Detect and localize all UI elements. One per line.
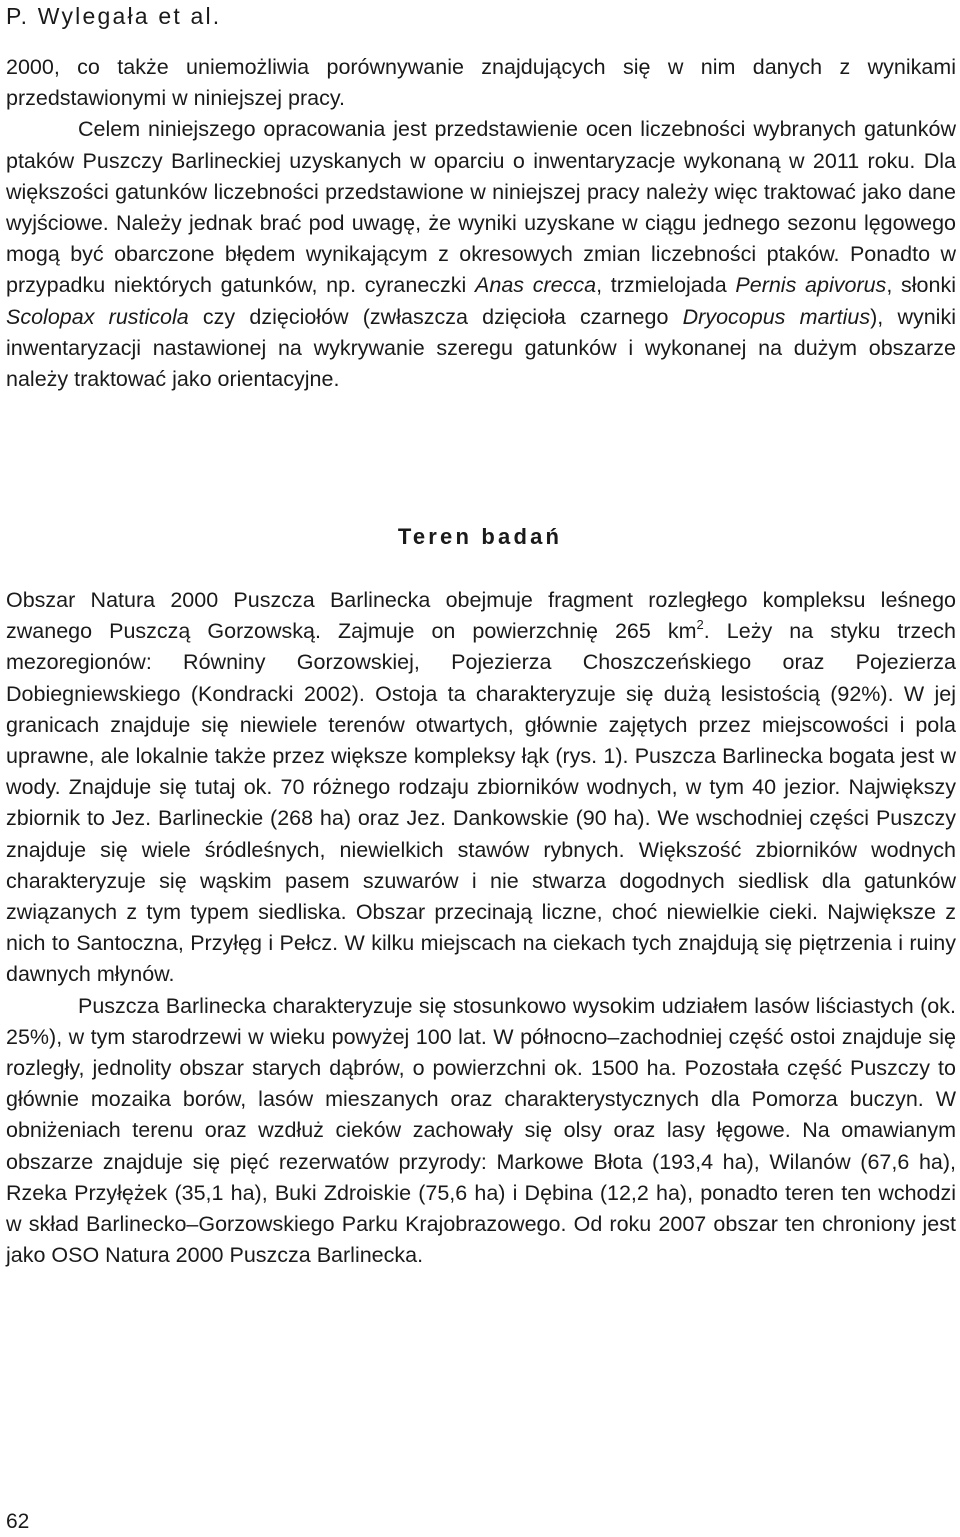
text-run: . Leży na styku trzech mezoregionów: Równiny Gorzowskiej, Pojezierza Choszczeńskiego oraz Pojezierza Dobiegniewskiego (Kondracki 2002). Ostoja ta charakteryzuje się dużą lesistością (92%). W jej granicach znajduje się niewiele terenów otwartych, głównie zajętych przez miejscowości i pola uprawne, ale lokalnie także przez większe kompleksy łąk (rys. 1). Puszcza Barlinecka bogata jest w wody. Znajduje się tutaj ok. 70 różnego rodzaju zbiorników wodnych, w tym 40 jezior. Największy zbiornik to Jez. Barlineckie (268 ha) oraz Jez. Dankowskie (90 ha). We wschodniej części Puszczy znajduje się wiele śródleśnych, niewielkich stawów rybnych. Większość zbiorników wodnych charakteryzuje się wąskim pasem szuwarów i nie stwarza dogodnych siedlisk dla gatunków związanych z tym typem siedliska. Obszar przecinają liczne, choć niewielkie cieki. Największe z nich to Santoczna, Przyłęg i Pełcz. W kilku miejscach na ciekach tych znajdują się piętrzenia i ruiny dawnych młynów. <box>6 619 956 987</box>
text-run: czy dzięciołów (zwłaszcza dzięcioła czarnego <box>188 304 683 329</box>
paragraph-study-area <box>6 585 956 991</box>
page-number: 62 <box>6 1510 30 1533</box>
superscript: 2 <box>696 617 704 633</box>
paragraph-continuation: 2000, co także uniemożliwia porównywanie znajdujących się w nim danych z wynikami przedstawionymi w niniejszej pracy. <box>6 55 956 111</box>
text-run: , słonki <box>886 273 956 298</box>
species-name: Dryocopus martius <box>682 304 871 329</box>
species-name: Anas crecca <box>475 273 597 298</box>
text-run: Obszar Natura 2000 Puszcza Barlinecka obejmuje fragment rozległego kompleksu leśnego zwanego Puszczą Gorzowską. Zajmuje on powierzchnię 265 km <box>6 588 956 644</box>
text-run: , trzmielojada <box>596 273 736 298</box>
section-heading: Teren badań <box>397 524 563 549</box>
paragraph-aims <box>6 114 956 395</box>
paragraph-forest: Puszcza Barlinecka charakteryzuje się stosunkowo wysokim udziałem lasów liściastych (ok. 25%), w tym starodrzewi w wieku powyżej 100 lat. W północno–zachodniej część ostoi znajduje się rozległy, jednolity obszar starych dąbrów, o powierzchni ok. 1500 ha. Pozostała część Puszczy to głównie mozaika borów, lasów mieszanych oraz charakterystycznych dla Pomorza buczyn. W obniżeniach terenu oraz wzdłuż cieków zachowały się olsy oraz lasy łęgowe. Na omawianym obszarze znajduje się pięć rezerwatów przyrody: Markowe Błota (193,4 ha), Wilanów (67,6 ha), Rzeka Przyłężek (35,1 ha), Buki Zdroiskie (75,6 ha) i Dębina (12,2 ha), ponadto teren ten wchodzi w skład Barlinecko–Gorzowskiego Parku Krajobrazowego. Od roku 2007 obszar ten chroniony jest jako OSO Natura 2000 Puszcza Barlinecka. <box>6 993 956 1268</box>
text-run: ), wyniki inwentaryzacji nastawionej na wykrywanie szeregu gatunków i wykonanej na dużym obszarze należy traktować jako orientacyjne. <box>6 304 956 392</box>
intro-text <box>6 52 956 395</box>
running-head: P. Wylegała et al. <box>6 3 222 29</box>
species-name: Pernis apivorus <box>735 273 887 298</box>
species-name: Scolopax rusticola <box>6 304 189 329</box>
text-run: Celem niniejszego opracowania jest przedstawienie ocen liczebności wybranych gatunków ptaków Puszczy Barlineckiej uzyskanych w oparciu o inwentaryzacje wykonaną w 2011 roku. Dla większości gatunków liczebności przedstawione w niniejszej pracy należy więc traktować jako dane wyjściowe. Należy jednak brać pod uwagę, że wyniki uzyskane w ciągu jednego sezonu lęgowego mogą być obarczone błędem wynikającym z okresowych zmian liczebności ptaków. Ponadto w przypadku niektórych gatunków, np. cyraneczki <box>6 117 956 298</box>
section-text <box>6 585 956 1271</box>
